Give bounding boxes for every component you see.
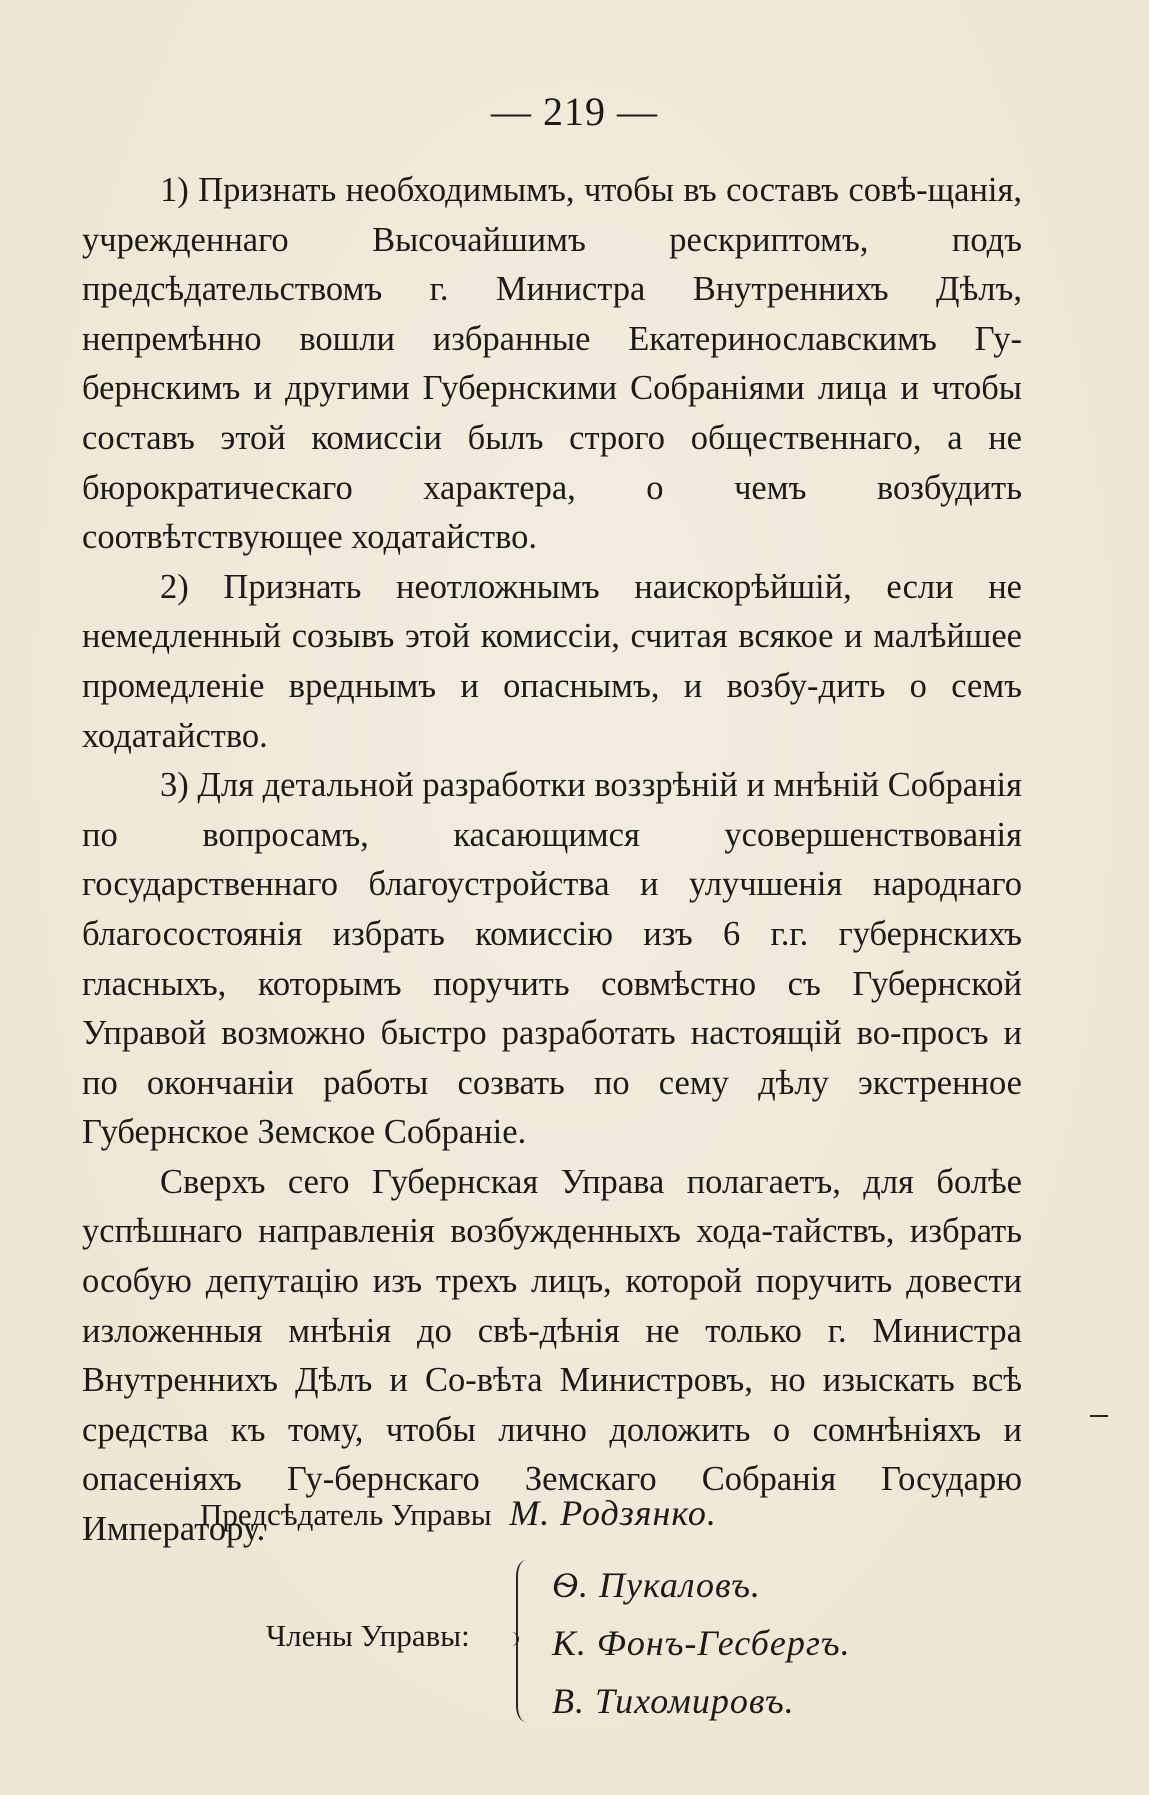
members-label: Члены Управы: — [266, 1618, 470, 1653]
body-text — [82, 166, 1022, 1555]
member-name: В. Тихомировъ. — [552, 1681, 795, 1721]
chairman-label: Предсѣдатель Управы — [200, 1497, 492, 1532]
page-number: — 219 — — [491, 89, 658, 134]
paragraph-2: 2) Признать неотложнымъ наискорѣйшій, если не немедленный созывъ этой комиссіи, считая всякое и малѣйшее промедленіе вреднымъ и опаснымъ, и возбу-дить о семъ ходатайство. — [82, 567, 1022, 755]
paragraph-1: 1) Признать необходимымъ, чтобы въ составъ совѣ-щанія, учрежденнаго Высочайшимъ рескриптомъ, подъ предсѣдательствомъ г. Министра Внутреннихъ Дѣлъ, непремѣнно вошли избранные Екатеринославскимъ Гу-бернскимъ и другими Губернскими Собраніями лица и чтобы составъ этой комиссіи былъ строго общественнаго, а не бюрократическаго характера, о чемъ возбудить соотвѣтствующее ходатайство. — [82, 171, 1022, 557]
chairman-name: М. Родзянко. — [509, 1493, 717, 1533]
margin-dash — [1090, 1415, 1108, 1417]
member-name: Ѳ. Пукаловъ. — [552, 1565, 761, 1605]
chairman-signature — [200, 1492, 717, 1534]
paragraph-3: 3) Для детальной разработки воззрѣній и мнѣній Собранія по вопросамъ, касающимся усовершенствованія государственнаго благоустройства и улучшенія народнаго благосостоянія избрать комиссію изъ 6 г.г. губернскихъ гласныхъ, которымъ поручить совмѣстно съ Губернской Управой возможно быстро разработать настоящій во-просъ и по окончаніи работы созвать по сему дѣлу экстренное Губернское Земское Собраніе. — [82, 766, 1023, 1152]
members-list — [552, 1556, 851, 1730]
member-name: К. Фонъ-Гесбергъ. — [552, 1623, 851, 1663]
paragraph-4: Сверхъ сего Губернская Управа полагаетъ, для болѣе успѣшнаго направленія возбужденныхъ хода-тайствъ, избрать особую депутацію изъ трехъ лицъ, которой поручить довести изложенныя мнѣнія до свѣ-дѣнія не только г. Министра Внутреннихъ Дѣлъ и Со-вѣта Министровъ, но изыскать всѣ средства къ тому, чтобы лично доложить о сомнѣніяхъ и опасеніяхъ Гу-бернскаго Земскаго Собранія Государю Императору. — [82, 1162, 1022, 1549]
